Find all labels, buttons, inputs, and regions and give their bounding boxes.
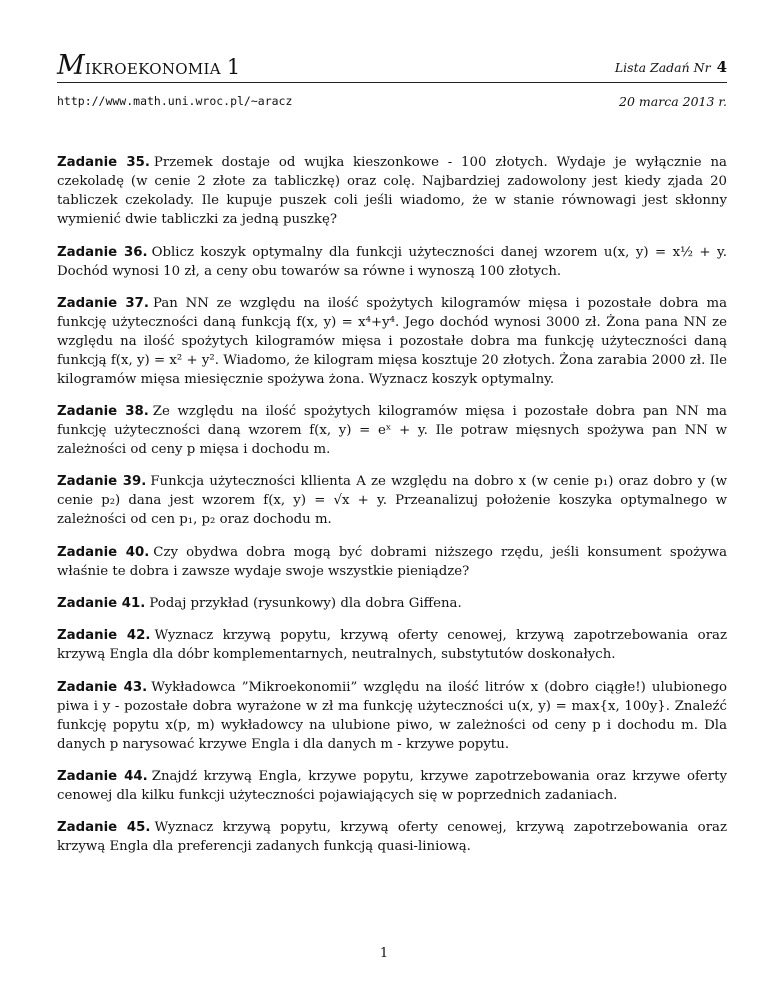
task-38	[57, 402, 727, 459]
task-41	[57, 594, 727, 613]
task-text: Wykładowca ”Mikroekonomii” względu na ilość litrów x (dobro ciągłe!) ulubionego piwa i y - pozostałe dobra wyrażone w zł ma funkcję użyteczności u(x, y) = max{x, 100y}. Znaleźć funkcję popytu x(p, m) wykładowcy na ulubione piwo, w zależności od ceny p i dochodu m. Dla danych p narysować krzywe Engla i dla danych m - krzywe popytu.	[57, 679, 727, 752]
task-text: Znajdź krzywą Engla, krzywe popytu, krzywe zapotrzebowania oraz krzywe oferty cenowej dla kilku funkcji użyteczności pojawiających się w poprzednich zadaniach.	[57, 768, 727, 803]
course-url[interactable]: http://www.math.uni.wroc.pl/~aracz	[57, 94, 293, 108]
task-39	[57, 472, 727, 529]
task-42	[57, 626, 727, 664]
task-36	[57, 243, 727, 281]
task-label: Zadanie 39.	[57, 474, 147, 490]
title-rest: IKROEKONOMIA	[84, 60, 221, 78]
task-text: Funkcja użyteczności kllienta A ze względu na dobro x (w cenie p₁) oraz dobro y (w cenie p₂) dana jest wzorem f(x, y) = √x + y. Przeanalizuj położenie koszyka optymalnego w zależności od cen p₁, p₂ oraz dochodu m.	[57, 474, 727, 528]
task-label: Zadanie 40.	[57, 544, 150, 560]
lista-text: Lista Zadań Nr	[614, 60, 711, 75]
task-label: Zadanie 38.	[57, 404, 149, 420]
task-35	[57, 153, 727, 229]
task-text: Wyznacz krzywą popytu, krzywą oferty cenowej, krzywą zapotrzebowania oraz krzywą Engla dla preferencji zadanych funkcją quasi-liniową.	[57, 820, 727, 855]
lista-number: 4	[716, 58, 727, 76]
page-number: 1	[379, 946, 389, 961]
task-text: Czy obydwa dobra mogą być dobrami niższego rzędu, jeśli konsument spożywa właśnie te dobra i zawsze wydaje swoje wszystkie pieniądze?	[57, 544, 727, 579]
task-label: Zadanie 37.	[57, 295, 149, 311]
task-text: Przemek dostaje od wujka kieszonkowe - 100 złotych. Wydaje je wyłącznie na czekoladę (w cenie 2 złote za tabliczkę) oraz colę. Najbardziej zadowolony jest kiedy zjada 20 tabliczek czekolady. Ile kupuje puszek coli jeśli wiadomo, że w stanie równowagi jest skłonny wymienić dwie tabliczki za jedną puszkę?	[57, 155, 727, 228]
task-label: Zadanie 36.	[57, 244, 148, 260]
header	[57, 50, 727, 80]
task-37	[57, 294, 727, 389]
task-label: Zadanie 42.	[57, 628, 151, 644]
task-40	[57, 543, 727, 581]
task-text: Podaj przykład (rysunkowy) dla dobra Giffena.	[149, 596, 462, 612]
task-list	[57, 140, 727, 866]
problem-set-label	[615, 58, 727, 76]
course-title	[57, 50, 241, 81]
task-label: Zadanie 41.	[57, 596, 146, 612]
title-initial: M	[57, 50, 85, 81]
task-45	[57, 818, 727, 856]
task-label: Zadanie 35.	[57, 155, 150, 171]
task-label: Zadanie 44.	[57, 768, 148, 784]
task-text: Oblicz koszyk optymalny dla funkcji użyteczności danej wzorem u(x, y) = x½ + y. Dochód wynosi 10 zł, a ceny obu towarów sa równe i wynoszą 100 złotych.	[57, 244, 727, 279]
header-rule	[57, 82, 727, 83]
task-label: Zadanie 45.	[57, 820, 151, 836]
task-text: Wyznacz krzywą popytu, krzywą oferty cenowej, krzywą zapotrzebowania oraz krzywą Engla dla dóbr komplementarnych, neutralnych, substytutów doskonałych.	[57, 628, 727, 663]
document-date: 20 marca 2013 r.	[619, 94, 727, 109]
task-text: Ze względu na ilość spożytych kilogramów mięsa i pozostałe dobra pan NN ma funkcję użyteczności daną wzorem f(x, y) = eˣ + y. Ile potraw mięsnych spożywa pan NN w zależności od ceny p mięsa i dochodu m.	[57, 404, 727, 458]
title-number: 1	[226, 55, 241, 79]
task-label: Zadanie 43.	[57, 679, 148, 695]
task-43	[57, 678, 727, 754]
task-44	[57, 767, 727, 805]
task-text: Pan NN ze względu na ilość spożytych kilogramów mięsa i pozostałe dobra ma funkcję użyteczności daną funkcją f(x, y) = x⁴+y⁴. Jego dochód wynosi 3000 zł. Żona pana NN ze względu na ilość spożytych kilogramów mięsa i pozostałe dobra ma funkcję użyteczności daną funkcją f(x, y) = x² + y². Wiadomo, że kilogram mięsa kosztuje 20 złotych. Żona zarabia 2000 zł. Ile kilogramów mięsa miesięcznie spożywa żona. Wyznacz koszyk optymalny.	[57, 295, 727, 387]
